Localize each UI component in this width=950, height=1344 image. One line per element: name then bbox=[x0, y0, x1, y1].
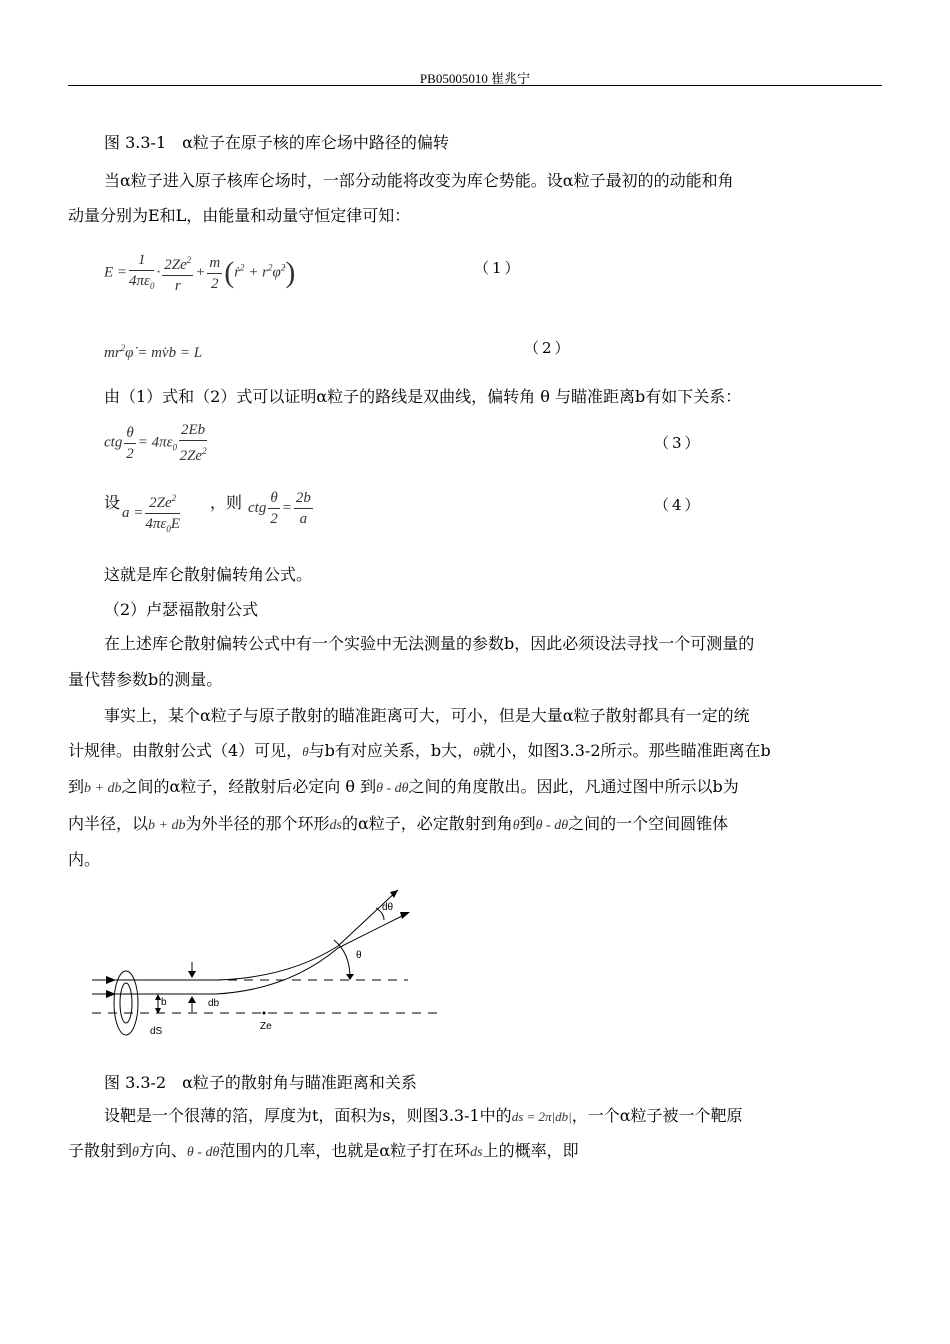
equation-3: ctg $\frac{\theta}{2}$ = $4\pi\varepsilon_0$ $\frac{2Eb}{2Ze^2}$ bbox=[104, 422, 207, 464]
header-rule bbox=[68, 85, 882, 86]
trajectory-1 bbox=[216, 890, 398, 980]
equation-2-number: （2） bbox=[524, 339, 573, 357]
paragraph-5-line-1: 事实上，某个α粒子与原子散射的瞄准距离可大，可小，但是大量α粒子散射都具有一定的统 bbox=[104, 706, 750, 725]
paragraph-5-line-4: 内半径，以b + db为外半径的那个环形ds的α粒子，必定散射到角θ到θ - dθ之间的一个空间圆锥体 bbox=[68, 814, 729, 833]
paragraph-3: 这就是库仑散射偏转角公式。 bbox=[104, 565, 313, 584]
paragraph-2: 由（1）式和（2）式可以证明α粒子的路线是双曲线，偏转角 θ 与瞄准距离b有如下关系： bbox=[104, 387, 742, 406]
figure-caption-2: 图 3.3-2 α粒子的散射角与瞄准距离和关系 bbox=[104, 1073, 417, 1092]
paragraph-5-line-2: 计规律。由散射公式（4）可见，θ与b有对应关系，b大，θ就小，如图3.3-2所示。那些瞄准距离在b bbox=[68, 741, 771, 760]
label-dS: dS bbox=[150, 1026, 163, 1037]
paragraph-5-line-5: 内。 bbox=[68, 850, 101, 869]
trajectory-2 bbox=[216, 914, 406, 994]
ring-inner bbox=[120, 983, 132, 1023]
equation-4-b: ctg $\frac{\theta}{2}$ = $\frac{2b}{a}$ bbox=[248, 490, 311, 527]
nucleus-dot bbox=[263, 1012, 266, 1015]
paragraph-4-line-1: 在上述库仑散射偏转公式中有一个实验中无法测量的参数b，因此必须设法寻找一个可测量的 bbox=[104, 634, 755, 653]
paragraph-6-line-1: 设靶是一个很薄的箔，厚度为t，面积为s，则图3.3-1中的ds = 2π|db|，一个α粒子被一个靶原 bbox=[104, 1106, 743, 1125]
label-theta: θ bbox=[356, 950, 362, 961]
ring-outer bbox=[114, 971, 138, 1035]
equation-1-number: （1） bbox=[474, 259, 523, 277]
equation-4-a: a = $\frac{2Ze^2}{4\pi\varepsilon_0E}$ bbox=[122, 488, 182, 539]
label-db: db bbox=[208, 998, 220, 1009]
equation-3-number: （3） bbox=[654, 434, 703, 452]
equation-1: E = $\frac{1}{4\pi\varepsilon_0}$ · $\frac{2Ze^2}{r}$ + $\frac{m}{2}$ (ṙ$^2$ + $r^2\varphi̇^2$) bbox=[104, 252, 296, 294]
paragraph-6-line-2: 子散射到θ方向、θ - dθ范围内的几率，也就是α粒子打在环ds上的概率，即 bbox=[68, 1141, 579, 1160]
paragraph-1-line-1: 当α粒子进入原子核库仑场时，一部分动能将改变为库仑势能。设α粒子最初的的动能和角 bbox=[104, 171, 734, 190]
label-b: b bbox=[161, 997, 167, 1008]
paragraph-1-line-2: 动量分别为E和L，由能量和动量守恒定律可知： bbox=[68, 206, 411, 225]
equation-4-prefix: 设 bbox=[104, 493, 121, 512]
equation-2: $mr^2\varphi̇$ = mv̇b = L bbox=[104, 343, 203, 361]
section-heading-2: （2）卢瑟福散射公式 bbox=[104, 600, 259, 619]
theta-arrow bbox=[346, 974, 354, 980]
equation-4-mid: ，则 bbox=[210, 493, 243, 512]
page-header: PB05005010 崔兆宁 bbox=[419, 71, 531, 86]
equation-4-number: （4） bbox=[654, 496, 703, 514]
arrow-out-2 bbox=[400, 912, 410, 919]
db-arrow-top bbox=[188, 971, 196, 978]
figure-caption-1: 图 3.3-1 α粒子在原子核的库仑场中路径的偏转 bbox=[104, 133, 449, 152]
db-arrow-bottom bbox=[188, 996, 196, 1003]
paragraph-4-line-2: 量代替参数b的测量。 bbox=[68, 670, 223, 689]
scattering-diagram bbox=[88, 878, 448, 1048]
paragraph-5-line-3: 到b + db之间的α粒子，经散射后必定向 θ 到θ - dθ之间的角度散出。因此，凡通过图中所示以b为 bbox=[68, 777, 739, 796]
label-dtheta: dθ bbox=[382, 902, 394, 913]
arrow-in-1 bbox=[106, 976, 116, 984]
label-Ze: Ze bbox=[260, 1021, 272, 1032]
